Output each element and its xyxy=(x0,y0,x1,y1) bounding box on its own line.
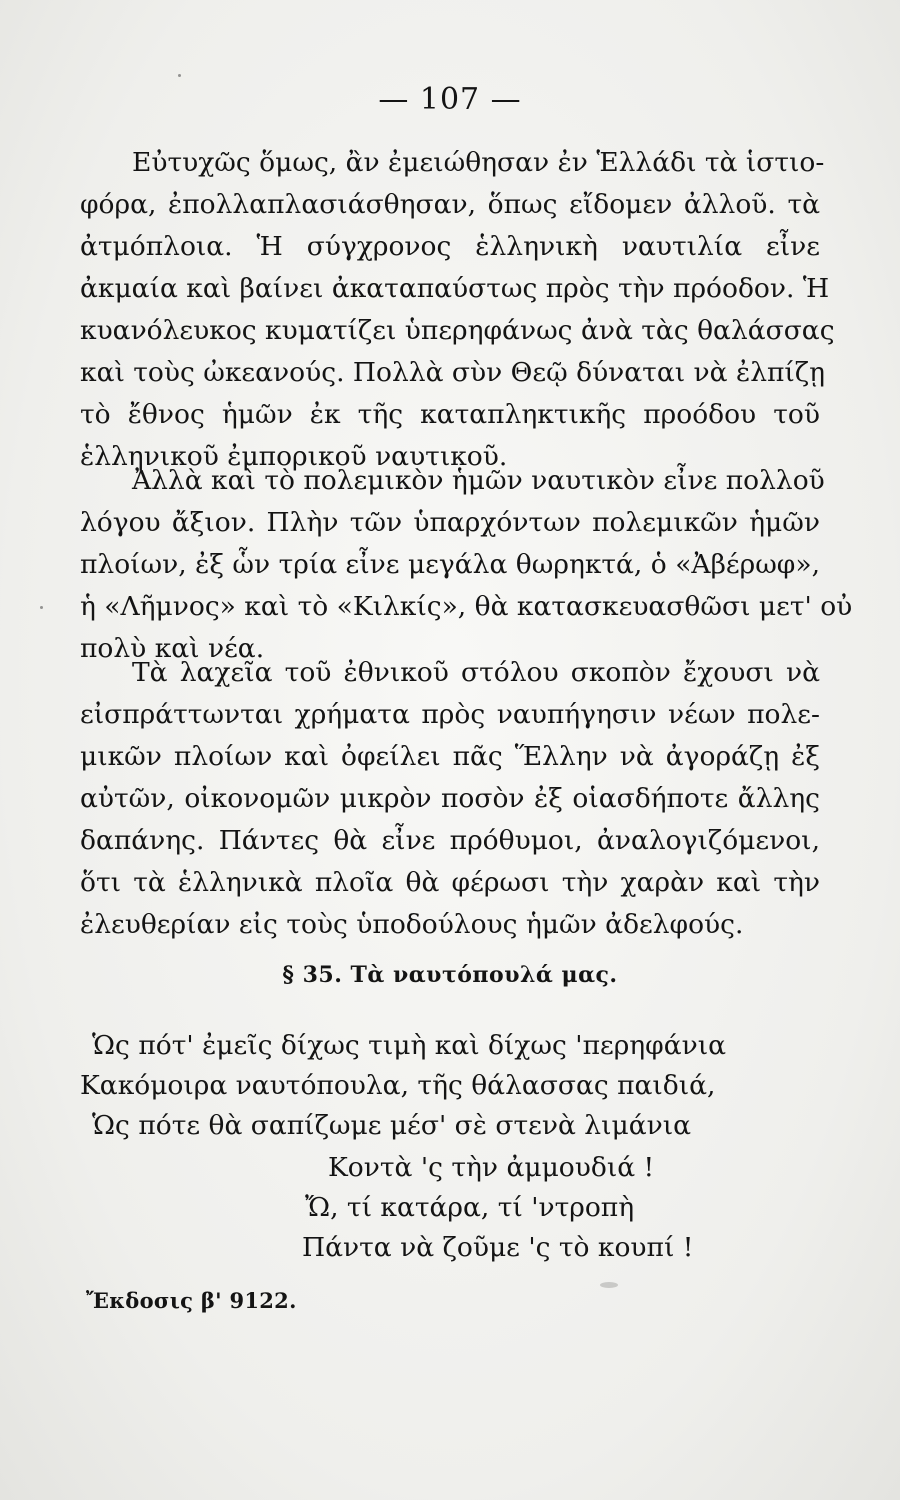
section-heading: § 35. Τὰ ναυτόπουλά μας. xyxy=(282,962,618,988)
poem-line: Ὡς πότε θὰ σαπίζωμε μέσ' σὲ στενὰ λιμάνια xyxy=(92,1110,692,1141)
paragraph-line: μικῶν πλοίων καὶ ὀφείλει πᾶς Ἕλλην νὰ ἀγοράζῃ ἐξ xyxy=(80,741,820,772)
paper-speck xyxy=(178,74,181,77)
page-number: — 107 — xyxy=(378,82,522,117)
paragraph-line: ἡ «Λῆμνος» καὶ τὸ «Κιλκίς», θὰ κατασκευασθῶσι μετ' οὐ xyxy=(80,591,853,622)
paper-speck xyxy=(600,1282,618,1288)
paragraph-line: ἀτμόπλοια. Ἡ σύγχρονος ἑλληνικὴ ναυτιλία εἶνε xyxy=(80,231,820,262)
paragraph-line: Τὰ λαχεῖα τοῦ ἐθνικοῦ στόλου σκοπὸν ἔχουσι νὰ xyxy=(132,657,820,688)
poem-line: Ὤ, τί κατάρα, τί 'ντροπὴ xyxy=(305,1192,635,1223)
poem-line: Κοντὰ 'ς τὴν ἀμμουδιά ! xyxy=(328,1152,655,1183)
paragraph-line: πολὺ καὶ νέα. xyxy=(80,633,265,664)
paragraph-line: ἑλληνικοῦ ἐμπορικοῦ ναυτικοῦ. xyxy=(80,441,508,472)
poem-line: Ὡς πότ' ἐμεῖς δίχως τιμὴ καὶ δίχως 'περηφάνια xyxy=(92,1030,727,1061)
paragraph-line: πλοίων, ἐξ ὧν τρία εἶνε μεγάλα θωρηκτά, ὁ «Ἀβέρωφ», xyxy=(80,549,820,580)
paragraph-line: εἰσπράττωνται χρήματα πρὸς ναυπήγησιν νέων πολε- xyxy=(80,699,820,730)
paragraph-line: Εὐτυχῶς ὅμως, ἂν ἐμειώθησαν ἐν Ἑλλάδι τὰ ἱστιο- xyxy=(132,147,825,178)
edition-note: Ἔκδοσις β' 9122. xyxy=(86,1288,297,1313)
paragraph-line: ἐλευθερίαν εἰς τοὺς ὑποδούλους ἡμῶν ἀδελφούς. xyxy=(80,909,744,940)
poem-line: Πάντα νὰ ζοῦμε 'ς τὸ κουπί ! xyxy=(302,1232,694,1263)
paragraph-line: Ἀλλὰ καὶ τὸ πολεμικὸν ἡμῶν ναυτικὸν εἶνε πολλοῦ xyxy=(132,465,825,496)
paragraph-line: φόρα, ἐπολλαπλασιάσθησαν, ὅπως εἴδομεν ἀλλοῦ. τὰ xyxy=(80,189,820,220)
paragraph-line: καὶ τοὺς ὠκεανούς. Πολλὰ σὺν Θεῷ δύναται νὰ ἐλπίζῃ xyxy=(80,357,826,388)
paragraph-line: ὅτι τὰ ἑλληνικὰ πλοῖα θὰ φέρωσι τὴν χαρὰν καὶ τὴν xyxy=(80,867,820,898)
paragraph-line: λόγου ἄξιον. Πλὴν τῶν ὑπαρχόντων πολεμικῶν ἡμῶν xyxy=(80,507,820,538)
paragraph-line: τὸ ἔθνος ἡμῶν ἐκ τῆς καταπληκτικῆς προόδου τοῦ xyxy=(80,399,820,430)
poem-line: Κακόμοιρα ναυτόπουλα, τῆς θάλασσας παιδιά, xyxy=(80,1070,716,1101)
paragraph-line: αὐτῶν, οἰκονομῶν μικρὸν ποσὸν ἐξ οἱασδήποτε ἄλλης xyxy=(80,783,820,814)
paragraph-line: δαπάνης. Πάντες θὰ εἶνε πρόθυμοι, ἀναλογιζόμενοι, xyxy=(80,825,820,856)
paragraph-line: κυανόλευκος κυματίζει ὑπερηφάνως ἀνὰ τὰς θαλάσσας xyxy=(80,315,835,346)
paragraph-line: ἀκμαία καὶ βαίνει ἀκαταπαύστως πρὸς τὴν πρόοδον. Ἡ xyxy=(80,273,830,304)
paper-speck xyxy=(40,606,43,609)
